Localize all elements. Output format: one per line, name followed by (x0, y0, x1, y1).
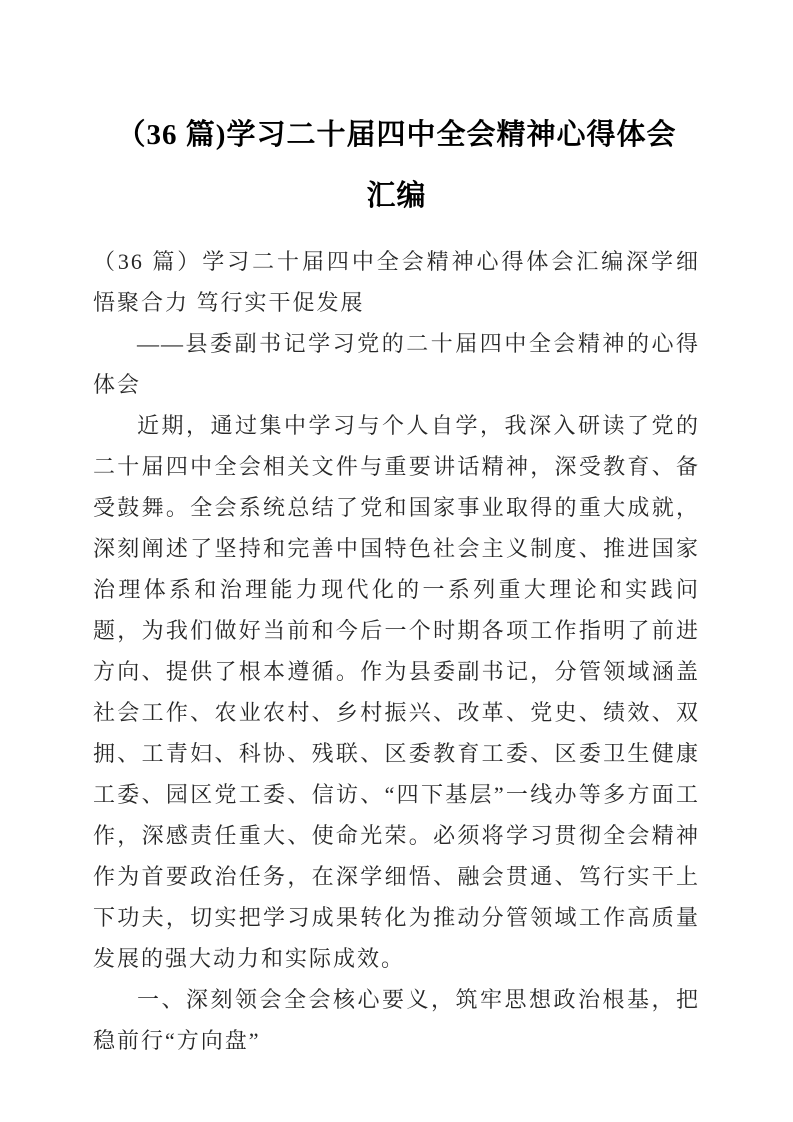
document-title-line-2: 汇编 (366, 180, 427, 212)
paragraph-section-heading: 一、深刻领会全会核心要义，筑牢思想政治根基，把稳前行“方向盘” (93, 987, 700, 1053)
paragraph-byline: ——县委副书记学习党的二十届四中全会精神的心得体会 (93, 331, 700, 397)
document-title (93, 105, 700, 227)
paragraph-body-main: 近期，通过集中学习与个人自学，我深入研读了党的二十届四中全会相关文件与重要讲话精神，深受教育、备受鼓舞。全会系统总结了党和国家事业取得的重大成就，深刻阐述了坚持和完善中国特色社会主义制度、推进国家治理体系和治理能力现代化的一系列重大理论和实践问题，为我们做好当前和今后一个时期各项工作指明了前进方向、提供了根本遵循。作为县委副书记，分管领域涵盖社会工作、农业农村、乡村振兴、改革、党史、绩效、双拥、工青妇、科协、残联、区委教育工委、区委卫生健康工委、园区党工委、信访、“四下基层”一线办等多方面工作，深感责任重大、使命光荣。必须将学习贯彻全会精神作为首要政治任务，在深学细悟、融会贯通、笃行实干上下功夫，切实把学习成果转化为推动分管领域工作高质量发展的强大动力和实际成效。 (93, 413, 700, 971)
paragraph-subtitle: （36 篇）学习二十届四中全会精神心得体会汇编深学细悟聚合力 笃行实干促发展 (93, 249, 700, 315)
document-title-line-1: （36 篇)学习二十届四中全会精神心得体会 (116, 119, 677, 151)
document-body (93, 241, 700, 1061)
